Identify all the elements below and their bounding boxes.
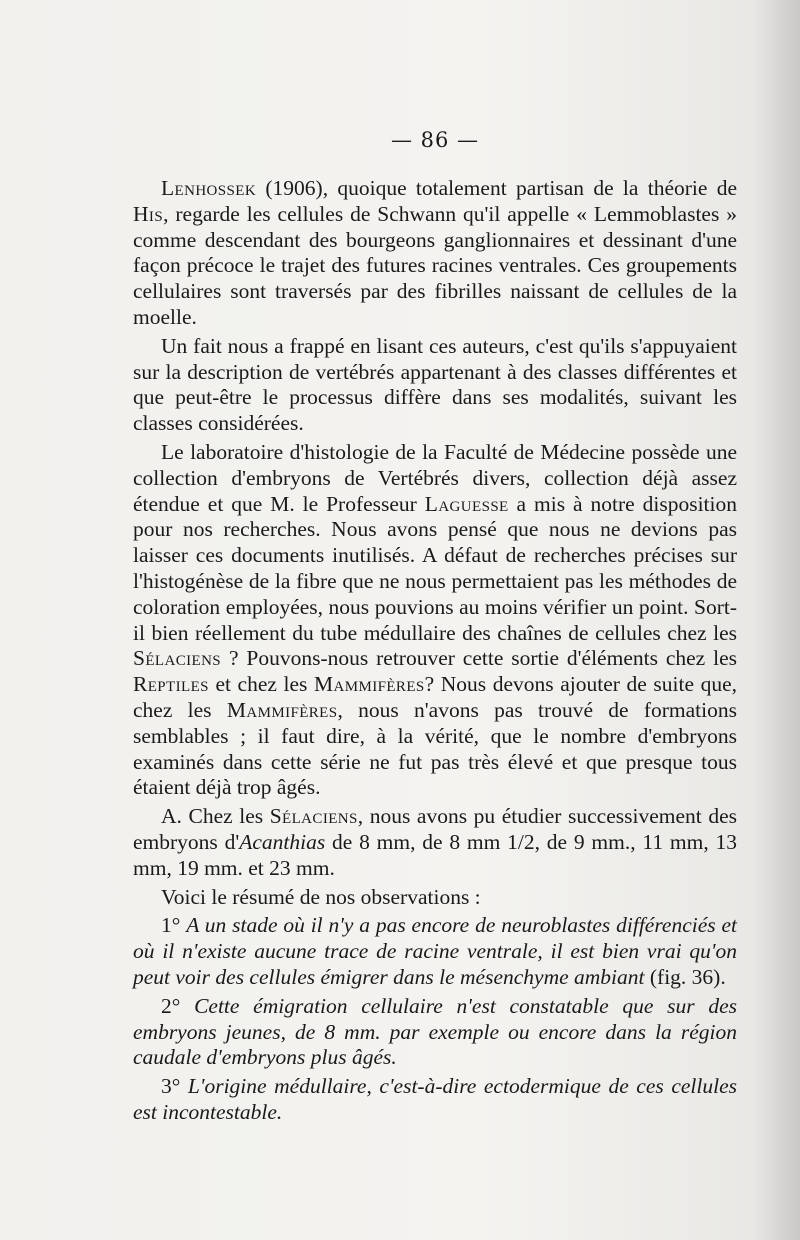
small-caps-name: Sélaciens — [269, 804, 358, 829]
small-caps-name: Reptiles — [133, 672, 209, 697]
paragraph-selaciens-embryos — [133, 804, 737, 881]
paragraph-observation-1 — [133, 913, 737, 990]
text-run: Voici le résumé de nos observations : — [161, 884, 481, 909]
text-run: ? Nous devons ajouter de suite que, chez les — [133, 672, 738, 722]
small-caps-name: Sélaciens — [133, 646, 222, 671]
paragraph-summary-intro — [133, 885, 737, 911]
small-caps-name: Mammifères — [226, 697, 338, 722]
text-run: de 8 mm, de 8 mm 1/2, de 9 mm., 11 mm, 13 mm, 19 mm. et 23 mm. — [133, 829, 738, 880]
paragraph-laboratory-collection — [133, 440, 737, 801]
italic-text: L'origine médullaire, c'est-à-dire ectodermique de ces cellules est incontestable. — [133, 1074, 737, 1124]
small-caps-name: Mammifères — [314, 672, 425, 697]
text-run: 1° — [161, 913, 187, 938]
text-run: et chez les — [208, 672, 314, 697]
text-run: Le laboratoire d'histologie de la Faculté de Médecine possède une collection d'embryons de Vertébrés divers, collection déjà assez étendue et que M. le Professeur — [133, 439, 737, 516]
paragraph-observation-intro — [133, 334, 737, 437]
paragraph-lenhossek — [133, 176, 737, 331]
text-run: (1906), quoique totalement partisan de la théorie de — [256, 176, 737, 200]
text-run: 3° — [161, 1074, 188, 1099]
text-run: (fig. 36). — [644, 964, 726, 989]
text-run: , regarde les cellules de Schwann qu'il appelle « Lemmoblastes » comme descendant des bourgeons ganglionnaires et dessinant d'une façon précoce le trajet des futures racines ventrales. Ces groupements cellulaires sont traversés par des fibrilles naissant de cellules de la moelle. — [133, 201, 737, 329]
text-run: 2° — [161, 993, 195, 1018]
italic-text: Acanthias — [239, 829, 326, 854]
page-number: — 86 — — [390, 128, 480, 152]
text-run: ? Pouvons-nous retrouver cette sortie d'éléments chez les — [221, 646, 737, 671]
small-caps-name: His — [133, 201, 164, 226]
text-run: , nous n'avons pas trouvé de formations semblables ; il faut dire, à la vérité, que le nombre d'embryons examinés dans cette série ne fut pas très élevé et que presque tous étaient déjà trop âgés. — [133, 697, 737, 800]
small-caps-name: Lenhossek — [161, 176, 257, 200]
text-run: A. Chez les — [161, 804, 270, 829]
text-run: , nous avons pu étudier successivement des embryons d' — [133, 804, 737, 854]
text-run: Un fait nous a frappé en lisant ces auteurs, c'est qu'ils s'appuyaient sur la description de vertébrés appartenant à des classes différentes et que peut-être le processus diffère dans ses modalités, suivant les classes considérées. — [133, 333, 737, 436]
text-run: a mis à notre disposition pour nos recherches. Nous avons pensé que nous ne devions pas laisser ces documents inutilisés. A défaut de recherches précises sur l'histogénèse de la fibre que ne nous permettaient pas les méthodes de coloration employées, nous pouvions au moins vérifier un point. Sort-il bien réellement du tube médullaire des chaînes de cellules chez les — [133, 491, 737, 645]
small-caps-name: Laguesse — [424, 491, 509, 516]
italic-text: A un stade où il n'y a pas encore de neuroblastes différenciés et où il n'existe aucune trace de racine ventrale, il est bien vrai qu'on peut voir des cellules émigrer dans le mésenchyme ambiant — [133, 913, 737, 989]
paragraph-observation-2 — [133, 994, 737, 1071]
italic-text: Cette émigration cellulaire n'est constatable que sur des embryons jeunes, de 8 mm. par exemple ou encore dans la région caudale d'embryons plus âgés. — [133, 993, 737, 1070]
paragraph-observation-3 — [133, 1074, 737, 1126]
body-text — [133, 176, 737, 1126]
